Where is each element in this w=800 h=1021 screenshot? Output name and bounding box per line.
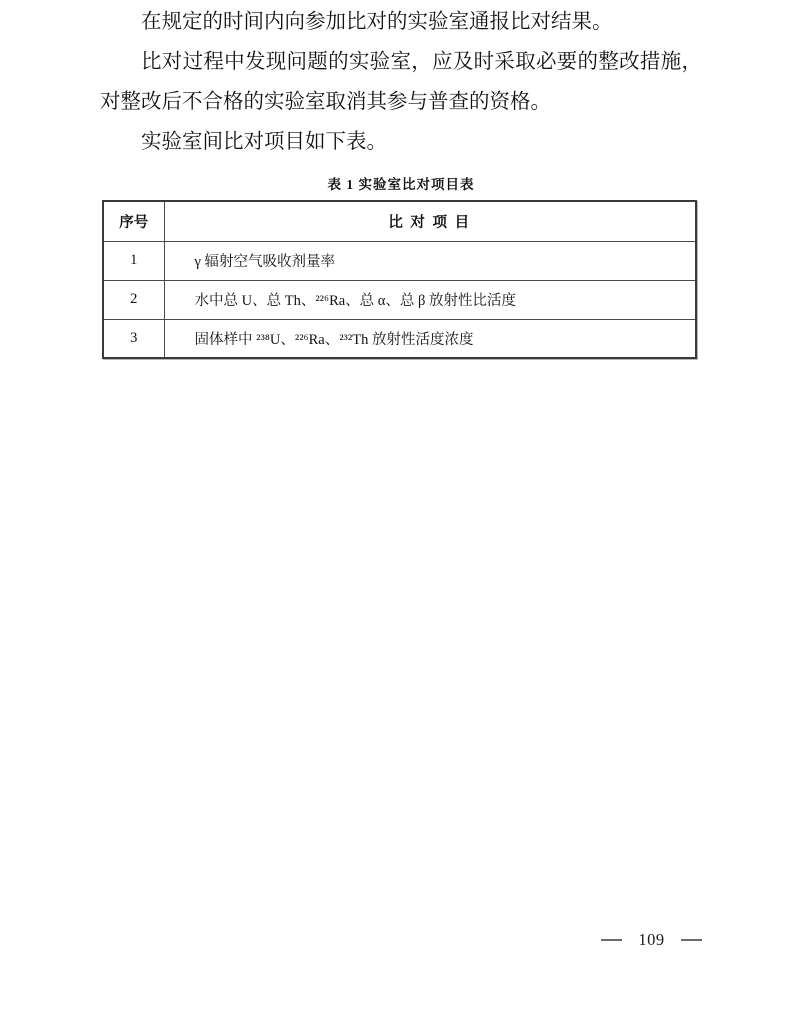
table-caption: 表 1 实验室比对项目表 <box>327 177 475 192</box>
footer-dash-right <box>681 939 702 941</box>
paragraph-table-intro: 实验室间比对项目如下表。 <box>141 131 387 153</box>
row-item: γ 辐射空气吸收剂量率 <box>164 241 696 280</box>
table-header-row <box>103 201 696 241</box>
row-item: 固体样中 ²³⁸U、²²⁶Ra、²³²Th 放射性活度浓度 <box>164 319 696 358</box>
footer-dash-left <box>601 939 622 941</box>
table-row <box>103 241 696 280</box>
page-number-value: 109 <box>638 930 665 949</box>
row-index: 1 <box>103 241 164 280</box>
row-item: 水中总 U、总 Th、²²⁶Ra、总 α、总 β 放射性比活度 <box>164 280 696 319</box>
table-row <box>103 319 696 358</box>
paragraph-results-notice: 在规定的时间内向参加比对的实验室通报比对结果。 <box>141 11 613 33</box>
comparison-items-table <box>102 200 697 359</box>
row-index: 3 <box>103 319 164 358</box>
table-header-index: 序号 <box>103 201 164 241</box>
table-row <box>103 280 696 319</box>
page-number <box>601 928 702 952</box>
paragraph-rectification: 比对过程中发现问题的实验室，应及时采取必要的整改措施，对整改后不合格的实验室取消其参与普查的资格。 <box>100 51 702 113</box>
row-index: 2 <box>103 280 164 319</box>
table-header-item: 比 对 项 目 <box>164 201 696 241</box>
